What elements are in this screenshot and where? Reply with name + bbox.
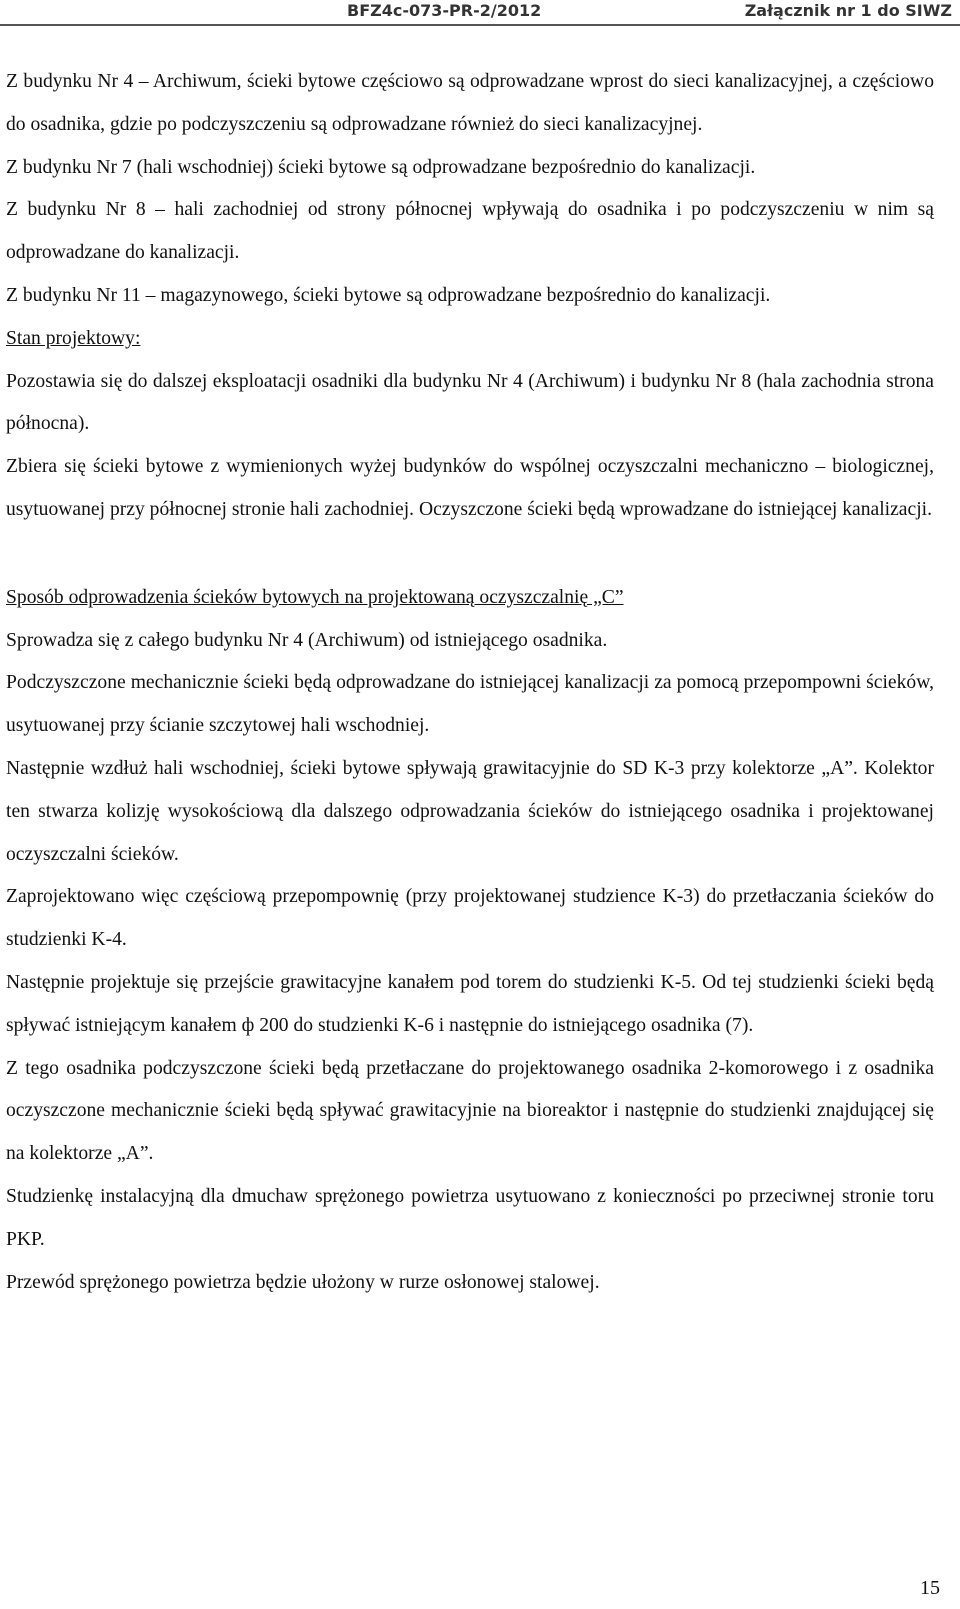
discharge-heading: Sposób odprowadzenia ścieków bytowych na projektowaną oczyszczalnię „C” [6,586,624,608]
page-number: 15 [920,1577,940,1599]
header-divider [0,24,960,26]
paragraph-east-hall: Następnie wzdłuż hali wschodniej, ścieki bytowe spływają grawitacyjnie do SD K-3 przy kolektorze „A”. Kolektor ten stwarza kolizję wysokościową dla dalszego odprowadzania ścieków do istniejącego osadnika i projektowanej oczyszczalni ścieków. [6,757,934,865]
paragraph-source: Sprowadza się z całego budynku Nr 4 (Archiwum) od istniejącego osadnika. [6,629,608,651]
paragraph-building-11: Z budynku Nr 11 – magazynowego, ścieki bytowe są odprowadzane bezpośrednio do kanalizacji. [6,284,771,306]
design-state-heading: Stan projektowy: [6,327,141,349]
document-id: BFZ4c-073-PR-2/2012 [347,1,542,20]
paragraph-collection: Zbiera się ścieki bytowe z wymienionych wyżej budynków do wspólnej oczyszczalni mechaniczno – biologicznej, usytuowanej przy północnej stronie hali zachodniej. Oczyszczone ścieki będą wprowadzane do istniejącej kanalizacji. [6,456,934,520]
section-heading-discharge [6,577,934,620]
page-header [0,0,960,24]
paragraph-gravity-crossing: Następnie projektuje się przejście grawitacyjne kanałem pod torem do studzienki K-5. Od tej studzienki ścieki będą spływać istniejącym kanałem ф 200 do studzienki K-6 i następnie do istniejącego osadnika (7). [6,971,934,1036]
paragraph-building-7: Z budynku Nr 7 (hali wschodniej) ścieki bytowe są odprowadzane bezpośrednio do kanalizacji. [6,156,756,178]
paragraph-building-8: Z budynku Nr 8 – hali zachodniej od strony północnej wpływają do osadnika i po podczyszczeniu w nim są odprowadzane do kanalizacji. [6,199,934,264]
paragraph-partial-pumping: Zaprojektowano więc częściową przepompownię (przy projektowanej studzience K-3) do przetłaczania ścieków do studzienki K-4. [6,886,934,951]
paragraph-settler-transfer: Z tego osadnika podczyszczone ścieki będą przetłaczane do projektowanego osadnika 2-komorowego i z osadnika oczyszczone mechanicznie ścieki będą spływać grawitacyjnie na bioreaktor i następnie do studzienki znajdującej się na kolektorze „A”. [6,1057,934,1165]
paragraph-blower-well: Studzienkę instalacyjną dla dmuchaw sprężonego powietrza usytuowano z konieczności po przeciwnej stronie toru PKP. [6,1185,934,1250]
attachment-label: Załącznik nr 1 do SIWZ [744,1,952,20]
paragraph-settlers: Pozostawia się do dalszej eksploatacji osadniki dla budynku Nr 4 (Archiwum) i budynku Nr 8 (hala zachodnia strona północna). [6,370,934,435]
section-spacer [6,532,934,577]
paragraph-building-4: Z budynku Nr 4 – Archiwum, ścieki bytowe częściowo są odprowadzane wprost do sieci kanalizacyjnej, a częściowo do osadnika, gdzie po podczyszczeniu są odprowadzane również do sieci kanalizacyjnej. [6,71,934,135]
paragraph-pumping-station: Podczyszczone mechanicznie ścieki będą odprowadzane do istniejącej kanalizacji za pomocą przepompowni ścieków, usytuowanej przy ścianie szczytowej hali wschodniej. [6,672,934,737]
paragraph-air-pipe: Przewód sprężonego powietrza będzie ułożony w rurze osłonowej stalowej. [6,1271,600,1293]
section-heading-design-state [6,318,934,361]
document-body [6,61,934,1304]
